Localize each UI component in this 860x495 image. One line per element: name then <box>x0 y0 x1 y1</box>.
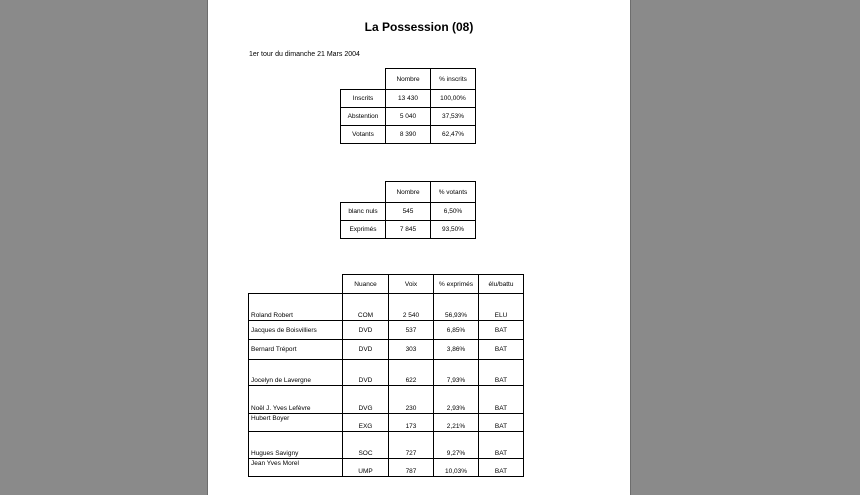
table-row <box>249 321 524 340</box>
table-header-row <box>341 182 476 203</box>
table-cell: 6,85% <box>434 321 479 340</box>
candidate-name: Hugues Savigny <box>249 432 343 459</box>
table-cell: 7 845 <box>386 221 431 239</box>
table-row <box>249 360 524 386</box>
candidate-name: Jean Yves Morel <box>249 459 343 477</box>
table-cell: BAT <box>479 321 524 340</box>
page-title: La Possession (08) <box>364 20 474 34</box>
candidate-name: Jacques de Boisvilliers <box>249 321 343 340</box>
table-row <box>249 432 524 459</box>
table-cell: BAT <box>479 386 524 414</box>
candidate-name: Roland Robert <box>249 294 343 321</box>
table-cell: 230 <box>389 386 434 414</box>
table-row <box>249 414 524 432</box>
row-label: Exprimés <box>341 221 386 239</box>
table-cell: 2,93% <box>434 386 479 414</box>
table-row <box>341 90 476 108</box>
candidate-name: Jocelyn de Lavergne <box>249 360 343 386</box>
table-row <box>249 294 524 321</box>
table-header-cell: Nombre <box>386 182 431 203</box>
table-cell: 2 540 <box>389 294 434 321</box>
table-row <box>341 221 476 239</box>
table-cell: 37,53% <box>431 108 476 126</box>
table-cell: EXG <box>343 414 389 432</box>
table-cell: 100,00% <box>431 90 476 108</box>
table-row <box>341 108 476 126</box>
table-cell: SOC <box>343 432 389 459</box>
table-cell: 9,27% <box>434 432 479 459</box>
table-header-cell: élu/battu <box>479 275 524 294</box>
table-header-cell <box>341 69 386 90</box>
table-cell: 56,93% <box>434 294 479 321</box>
table-cell: DVG <box>343 386 389 414</box>
table-header-cell: Nuance <box>343 275 389 294</box>
table-row <box>341 203 476 221</box>
table-cell: DVD <box>343 321 389 340</box>
election-date: 1er tour du dimanche 21 Mars 2004 <box>249 51 360 58</box>
table-cell: 62,47% <box>431 126 476 144</box>
table-header-cell: Voix <box>389 275 434 294</box>
table-header-row <box>341 69 476 90</box>
table-cell: 173 <box>389 414 434 432</box>
row-label: Abstention <box>341 108 386 126</box>
table-header-cell: % inscrits <box>431 69 476 90</box>
table-cell: UMP <box>343 459 389 477</box>
row-label: Votants <box>341 126 386 144</box>
table-cell: 5 040 <box>386 108 431 126</box>
document-page <box>207 0 631 495</box>
table-row <box>249 340 524 360</box>
table-cell: 787 <box>389 459 434 477</box>
table-cell: 93,50% <box>431 221 476 239</box>
table-cell: 2,21% <box>434 414 479 432</box>
table-cell: BAT <box>479 432 524 459</box>
table-header-cell: % exprimés <box>434 275 479 294</box>
participation-table <box>340 68 476 144</box>
results-table <box>248 274 524 477</box>
table-row <box>249 459 524 477</box>
candidate-name: Hubert Boyer <box>249 414 343 432</box>
table-header-cell <box>341 182 386 203</box>
table-cell: 303 <box>389 340 434 360</box>
table-cell: BAT <box>479 414 524 432</box>
table-header-cell: Nombre <box>386 69 431 90</box>
table-cell: ELU <box>479 294 524 321</box>
table-header-cell <box>249 275 343 294</box>
table-cell: 7,93% <box>434 360 479 386</box>
table-cell: 727 <box>389 432 434 459</box>
table-cell: 545 <box>386 203 431 221</box>
table-cell: 10,03% <box>434 459 479 477</box>
table-cell: DVD <box>343 340 389 360</box>
table-cell: 537 <box>389 321 434 340</box>
table-cell: DVD <box>343 360 389 386</box>
table-header-row <box>249 275 524 294</box>
table-cell: 6,50% <box>431 203 476 221</box>
table-cell: BAT <box>479 459 524 477</box>
ballots-table <box>340 181 476 239</box>
table-cell: 3,86% <box>434 340 479 360</box>
table-cell: BAT <box>479 340 524 360</box>
candidate-name: Bernard Tréport <box>249 340 343 360</box>
table-cell: 13 430 <box>386 90 431 108</box>
table-header-cell: % votants <box>431 182 476 203</box>
table-cell: 8 390 <box>386 126 431 144</box>
table-cell: 622 <box>389 360 434 386</box>
row-label: Inscrits <box>341 90 386 108</box>
table-row <box>341 126 476 144</box>
table-cell: BAT <box>479 360 524 386</box>
table-cell: COM <box>343 294 389 321</box>
candidate-name: Noël J. Yves Lefèvre <box>249 386 343 414</box>
row-label: blanc nuls <box>341 203 386 221</box>
table-row <box>249 386 524 414</box>
